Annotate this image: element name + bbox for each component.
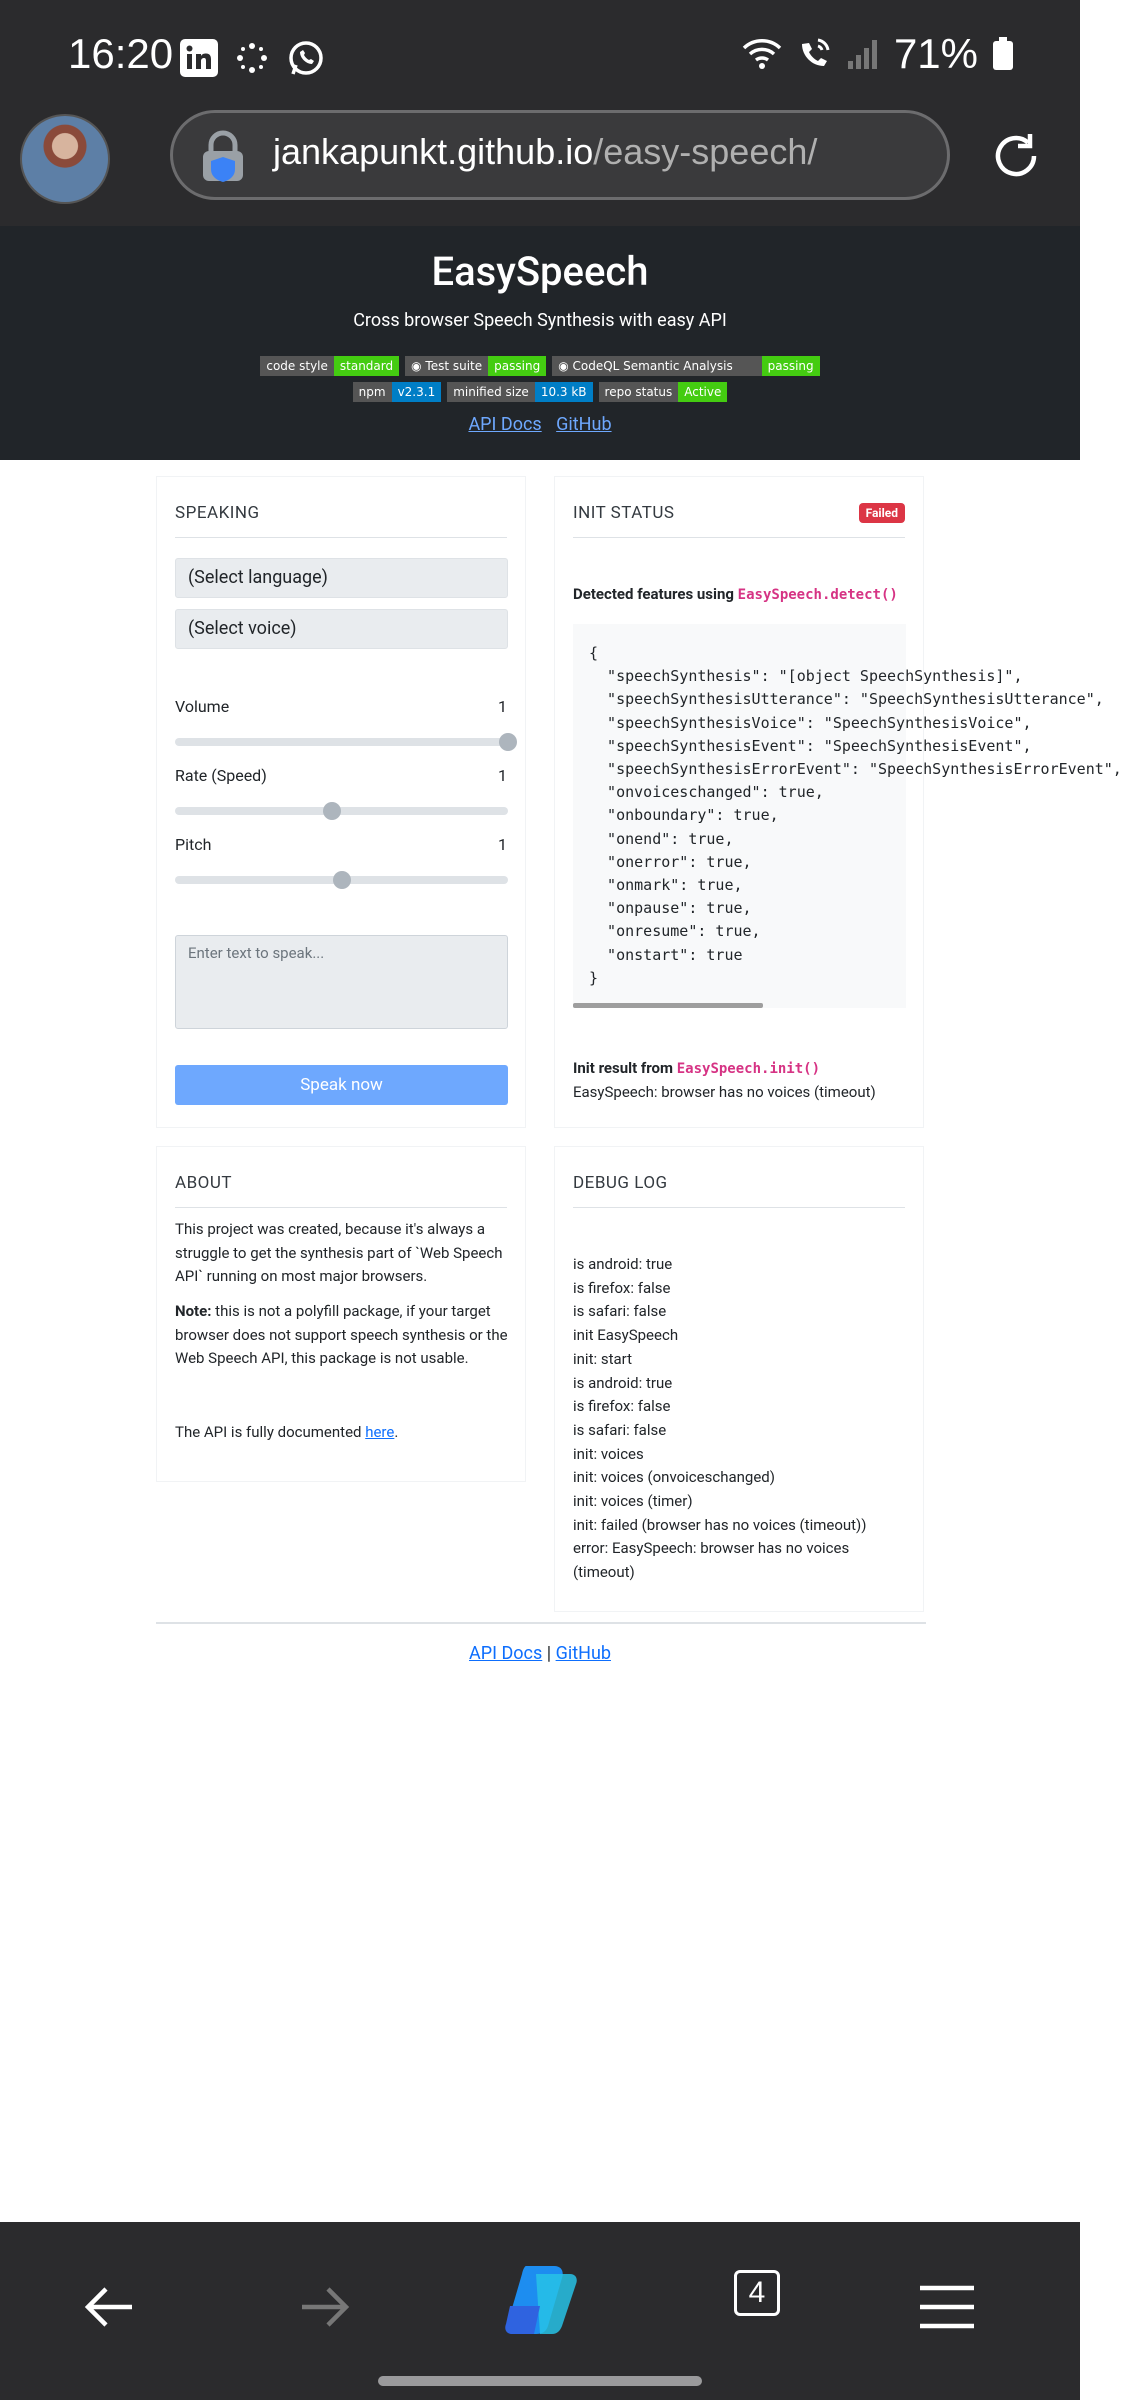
pitch-value: 1: [498, 835, 507, 854]
forward-arrow-icon[interactable]: [290, 2272, 360, 2342]
volume-label: Volume: [175, 697, 230, 716]
footer-links: [0, 1643, 1080, 1664]
log-line: init: start: [573, 1349, 633, 1368]
detect-code: EasySpeech.detect(): [737, 587, 898, 603]
about-title: ABOUT: [175, 1173, 233, 1193]
sparkle-dots-icon: [234, 40, 270, 76]
log-line: is firefox: false: [573, 1278, 671, 1297]
home-indicator[interactable]: [378, 2376, 702, 2386]
divider: [573, 537, 905, 538]
badge-codeql[interactable]: ◉ CodeQL Semantic Analysis passing: [552, 356, 819, 376]
page-title: EasySpeech: [431, 248, 649, 295]
github-icon: ◉: [558, 359, 573, 373]
log-line: init: voices (timer): [573, 1492, 693, 1511]
whatsapp-icon: [286, 38, 326, 78]
profile-avatar[interactable]: [20, 114, 110, 204]
badge-test-suite[interactable]: ◉ Test suite passing: [405, 356, 546, 376]
debug-log-title: DEBUG LOG: [573, 1173, 668, 1193]
divider: [175, 1207, 507, 1208]
debug-log-card: [554, 1146, 924, 1612]
browser-toolbar: [0, 110, 1080, 226]
rate-slider[interactable]: [175, 807, 508, 815]
divider: [573, 1207, 905, 1208]
github-link[interactable]: GitHub: [556, 414, 612, 435]
volume-slider[interactable]: [175, 738, 508, 746]
reload-icon[interactable]: [988, 128, 1044, 184]
pitch-label: Pitch: [175, 835, 212, 854]
horizontal-scrollbar[interactable]: [573, 1003, 763, 1008]
badge-repo-status[interactable]: repo status Active: [599, 382, 728, 402]
pitch-slider[interactable]: [175, 876, 508, 884]
divider: [175, 537, 507, 538]
features-json: { "speechSynthesis": "[object SpeechSynthesis]", "speechSynthesisUtterance": "SpeechSynthesisUtterance", "speechSynthesisVoice": "SpeechSynthesisVoice", "speechSynthesisEvent": "SpeechSynthesisEvent", "speechSynthesisErrorEvent": "SpeechSynthesisErrorEvent", "onvoiceschanged": true, "onboundary": true, "onend": true, "onerror": true, "onmark": true, "onpause": true, "onresume": true, "onstart": true }: [589, 644, 1122, 987]
log-line: init: failed (browser has no voices (timeout)): [573, 1515, 867, 1534]
badge-code-style[interactable]: code style standard: [260, 356, 399, 376]
volume-value: 1: [498, 697, 507, 716]
language-select[interactable]: (Select language): [175, 558, 508, 598]
about-card: [156, 1146, 526, 1482]
footer-api-docs-link[interactable]: API Docs: [469, 1643, 543, 1664]
voice-select[interactable]: (Select voice): [175, 609, 508, 649]
init-result-text: EasySpeech: browser has no voices (timeout): [573, 1083, 876, 1101]
status-badge: Failed: [859, 503, 905, 523]
speech-text-input[interactable]: Enter text to speak...: [175, 935, 508, 1029]
url-host: jankapunkt.github.io: [273, 131, 594, 172]
pitch-slider-thumb[interactable]: [333, 871, 351, 889]
footer-github-link[interactable]: GitHub: [555, 1643, 611, 1664]
init-status-card: [554, 476, 1122, 1128]
notification-icons: [180, 38, 326, 78]
badge-npm[interactable]: npm v2.3.1: [353, 382, 442, 402]
address-bar[interactable]: [170, 110, 950, 200]
detect-label: Detected features using EasySpeech.detect(): [573, 585, 898, 603]
menu-icon[interactable]: [912, 2272, 982, 2342]
about-paragraph-3: The API is fully documented here.: [175, 1423, 399, 1441]
rate-label: Rate (Speed): [175, 766, 267, 785]
speak-now-button[interactable]: Speak now: [175, 1065, 508, 1105]
speaking-title: SPEAKING: [175, 503, 260, 523]
header-links: [0, 414, 1080, 435]
battery-percent: 71%: [893, 30, 978, 77]
status-bar: [0, 0, 1080, 110]
clock: 16:20: [68, 30, 174, 77]
browser-bottom-nav: [0, 2222, 1080, 2400]
badge-minified-size[interactable]: minified size 10.3 kB: [447, 382, 592, 402]
system-indicators: [742, 30, 1014, 78]
footer-separator: |: [546, 1643, 552, 1664]
init-code: EasySpeech.init(): [676, 1061, 821, 1077]
page-subtitle: Cross browser Speech Synthesis with easy API: [353, 310, 727, 331]
linkedin-icon: [180, 39, 218, 77]
api-docs-link[interactable]: API Docs: [468, 414, 542, 435]
log-line: is safari: false: [573, 1420, 667, 1439]
badge-row: [0, 356, 1080, 402]
init-status-title: INIT STATUS: [573, 503, 675, 523]
about-paragraph-2: Note: this is not a polyfill package, if your target browser does not support speech synthesis or the Web Speech API, this package is not usable.: [175, 1302, 508, 1367]
log-line: is android: true: [573, 1255, 673, 1273]
rate-value: 1: [498, 766, 507, 785]
log-line: is firefox: false: [573, 1397, 671, 1416]
wifi-call-icon: [796, 36, 832, 72]
debug-log-list: [573, 1253, 903, 1585]
tab-switcher-button[interactable]: 4: [734, 2270, 780, 2316]
battery-icon: [992, 37, 1014, 71]
note-label: Note:: [175, 1302, 212, 1320]
log-line: init EasySpeech: [573, 1326, 679, 1345]
signal-icon: [846, 37, 880, 71]
init-result-label: Init result from EasySpeech.init(): [573, 1059, 821, 1077]
site-security-icon[interactable]: [199, 131, 247, 183]
about-paragraph-1: This project was created, because it's always a struggle to get the synthesis part of `Web Speech API` running on most major browsers.: [175, 1220, 503, 1285]
log-line: is safari: false: [573, 1302, 667, 1321]
wifi-icon: [742, 36, 782, 72]
log-line: error: EasySpeech: browser has no voices (timeout): [573, 1539, 850, 1582]
volume-slider-thumb[interactable]: [499, 733, 517, 751]
docs-here-link[interactable]: here: [365, 1423, 395, 1441]
rate-slider-thumb[interactable]: [323, 802, 341, 820]
log-line: init: voices (onvoiceschanged): [573, 1468, 775, 1487]
log-line: init: voices: [573, 1444, 644, 1463]
speaking-card: [156, 476, 526, 1128]
features-code-block[interactable]: [573, 624, 1122, 1008]
page-header: [0, 226, 1080, 460]
url-text: [273, 131, 817, 173]
back-arrow-icon[interactable]: [74, 2272, 144, 2342]
url-path: /easy-speech/: [593, 131, 818, 172]
footer-divider: [156, 1622, 926, 1624]
github-icon: ◉: [411, 359, 426, 373]
copilot-icon[interactable]: [496, 2256, 584, 2344]
log-line: is android: true: [573, 1373, 673, 1392]
